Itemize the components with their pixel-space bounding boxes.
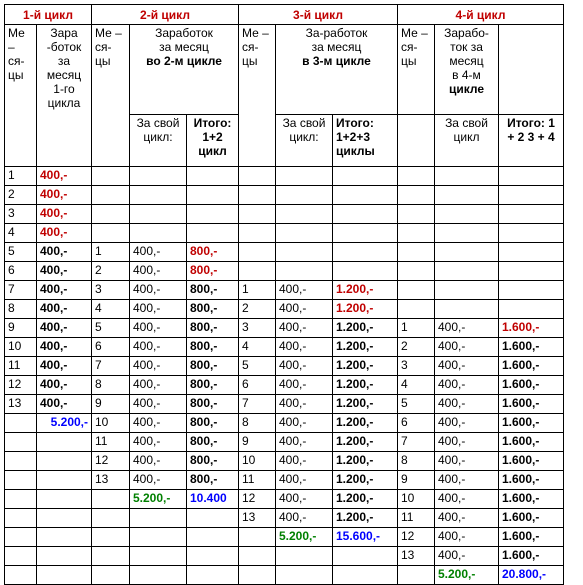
table-cell: 800,- — [187, 433, 239, 452]
table-cell: 400,- — [37, 205, 92, 224]
cycle-3-title: 3-й цикл — [239, 5, 398, 25]
table-cell: 9 — [5, 319, 37, 338]
table-cell: 12 — [92, 452, 130, 471]
table-cell: 800,- — [187, 471, 239, 490]
table-cell: 8 — [5, 300, 37, 319]
table-cell — [435, 281, 499, 300]
table-cell: 1.200,- — [333, 471, 398, 490]
table-cell: 800,- — [187, 319, 239, 338]
table-cell: 9 — [92, 395, 130, 414]
table-cell: 12 — [239, 490, 276, 509]
cycle-header-row — [5, 5, 564, 25]
table-cell — [499, 243, 564, 262]
table-row — [5, 205, 564, 224]
table-cell: 400,- — [37, 167, 92, 186]
table-cell: 800,- — [187, 452, 239, 471]
own-cycle-header-2: За свой цикл: — [130, 115, 187, 167]
table-cell: 400,- — [130, 338, 187, 357]
subheader-row-1 — [5, 25, 564, 115]
table-cell: 800,- — [187, 357, 239, 376]
table-cell: 8 — [398, 452, 435, 471]
table-cell: 11 — [398, 509, 435, 528]
table-cell — [92, 547, 130, 566]
table-cell: 9 — [239, 433, 276, 452]
table-cell: 12 — [398, 528, 435, 547]
cycle-1-title: 1-й цикл — [5, 5, 92, 25]
table-cell — [92, 167, 130, 186]
table-cell — [239, 243, 276, 262]
table-cell: 400,- — [37, 319, 92, 338]
table-cell: 400,- — [276, 433, 333, 452]
table-cell: 400,- — [37, 224, 92, 243]
table-cell: 3 — [398, 357, 435, 376]
table-cell: 4 — [398, 376, 435, 395]
table-cell — [398, 281, 435, 300]
table-cell: 7 — [92, 357, 130, 376]
table-cell: 400,- — [276, 357, 333, 376]
table-cell: 2 — [239, 300, 276, 319]
table-cell: 10.400 — [187, 490, 239, 509]
table-cell: 400,- — [276, 414, 333, 433]
table-cell — [333, 224, 398, 243]
table-cell: 1.600,- — [499, 452, 564, 471]
table-cell — [333, 205, 398, 224]
table-cell — [5, 528, 37, 547]
table-cell — [333, 566, 398, 585]
table-cell — [398, 566, 435, 585]
table-cell: 5.200,- — [276, 528, 333, 547]
table-cell — [187, 547, 239, 566]
table-cell: 400,- — [435, 414, 499, 433]
table-cell: 1.600,- — [499, 471, 564, 490]
table-cell: 6 — [92, 338, 130, 357]
table-cell: 400,- — [37, 300, 92, 319]
table-cell — [130, 224, 187, 243]
table-cell — [276, 566, 333, 585]
table-cell — [37, 566, 92, 585]
table-cell — [92, 224, 130, 243]
table-cell — [5, 471, 37, 490]
months-header-2: Ме – ся- цы — [92, 25, 130, 167]
table-row — [5, 376, 564, 395]
table-cell: 400,- — [130, 243, 187, 262]
table-cell — [499, 205, 564, 224]
table-cell — [398, 205, 435, 224]
table-cell — [499, 167, 564, 186]
table-cell — [333, 167, 398, 186]
table-row — [5, 490, 564, 509]
cycle-2-title: 2-й цикл — [92, 5, 239, 25]
table-cell — [37, 528, 92, 547]
table-cell: 800,- — [187, 414, 239, 433]
table-cell: 4 — [92, 300, 130, 319]
table-cell: 2 — [398, 338, 435, 357]
table-cell: 800,- — [187, 262, 239, 281]
table-cell — [435, 205, 499, 224]
table-cell: 20.800,- — [499, 566, 564, 585]
table-cell — [5, 566, 37, 585]
table-row — [5, 243, 564, 262]
table-row — [5, 528, 564, 547]
table-cell — [239, 205, 276, 224]
table-cell: 400,- — [130, 471, 187, 490]
table-cell: 8 — [92, 376, 130, 395]
table-cell: 5 — [398, 395, 435, 414]
table-cell — [499, 262, 564, 281]
table-cell — [5, 433, 37, 452]
table-cell — [37, 490, 92, 509]
table-cell: 1.200,- — [333, 376, 398, 395]
table-cell: 1 — [239, 281, 276, 300]
table-cell: 800,- — [187, 338, 239, 357]
table-cell: 13 — [398, 547, 435, 566]
table-cell: 400,- — [37, 262, 92, 281]
table-row — [5, 281, 564, 300]
table-cell: 1.600,- — [499, 319, 564, 338]
table-cell — [398, 186, 435, 205]
table-row — [5, 338, 564, 357]
table-cell: 6 — [5, 262, 37, 281]
table-cell: 1.600,- — [499, 433, 564, 452]
table-cell: 400,- — [37, 281, 92, 300]
earnings-header-4: Зарабо- ток за месяц в 4-м цикле — [435, 25, 499, 115]
table-cell — [276, 186, 333, 205]
table-cell: 1 — [92, 243, 130, 262]
table-cell: 3 — [239, 319, 276, 338]
table-cell: 800,- — [187, 376, 239, 395]
table-cell: 1.600,- — [499, 414, 564, 433]
table-cell — [276, 205, 333, 224]
table-cell: 400,- — [130, 262, 187, 281]
table-cell: 1.200,- — [333, 338, 398, 357]
table-cell — [130, 205, 187, 224]
table-row — [5, 167, 564, 186]
table-cell — [435, 224, 499, 243]
table-cell — [276, 224, 333, 243]
table-cell — [239, 186, 276, 205]
table-cell: 1.600,- — [499, 376, 564, 395]
table-cell — [398, 167, 435, 186]
table-cell: 11 — [5, 357, 37, 376]
table-cell: 400,- — [276, 281, 333, 300]
own-cycle-header-3: За свой цикл: — [276, 115, 333, 167]
table-cell: 13 — [92, 471, 130, 490]
table-cell — [333, 262, 398, 281]
table-cell: 400,- — [130, 319, 187, 338]
table-row — [5, 509, 564, 528]
table-cell: 9 — [398, 471, 435, 490]
table-cell: 400,- — [435, 547, 499, 566]
table-cell: 5 — [92, 319, 130, 338]
table-cell: 5 — [239, 357, 276, 376]
total-header-4: Итого: 1 + 2 3 + 4 — [499, 115, 564, 167]
table-cell — [92, 509, 130, 528]
total-header-3: Итого: 1+2+3 циклы — [333, 115, 398, 167]
table-cell: 800,- — [187, 395, 239, 414]
table-cell: 400,- — [276, 509, 333, 528]
table-cell — [187, 509, 239, 528]
table-cell — [239, 224, 276, 243]
cycles-table — [4, 4, 564, 585]
table-row — [5, 395, 564, 414]
table-cell: 13 — [239, 509, 276, 528]
table-cell: 1.200,- — [333, 300, 398, 319]
table-cell: 5 — [5, 243, 37, 262]
table-cell — [435, 262, 499, 281]
table-cell — [499, 186, 564, 205]
table-cell — [130, 167, 187, 186]
table-cell: 3 — [5, 205, 37, 224]
table-cell — [435, 243, 499, 262]
table-cell: 400,- — [130, 395, 187, 414]
table-cell: 400,- — [435, 490, 499, 509]
table-cell: 5.200,- — [37, 414, 92, 433]
table-row — [5, 547, 564, 566]
table-cell — [37, 509, 92, 528]
table-cell: 400,- — [435, 357, 499, 376]
table-cell: 1.200,- — [333, 433, 398, 452]
table-cell — [435, 167, 499, 186]
table-row — [5, 566, 564, 585]
table-cell: 13 — [5, 395, 37, 414]
table-cell: 400,- — [276, 395, 333, 414]
months-header-4: Ме – ся- цы — [398, 25, 435, 115]
table-cell — [276, 243, 333, 262]
table-cell: 400,- — [130, 414, 187, 433]
table-cell: 7 — [5, 281, 37, 300]
own-cycle-header-4: За свой цикл — [435, 115, 499, 167]
table-cell: 400,- — [435, 376, 499, 395]
table-cell: 400,- — [276, 300, 333, 319]
table-cell: 3 — [92, 281, 130, 300]
table-cell — [37, 471, 92, 490]
empty-months-cell-4 — [398, 115, 435, 167]
table-cell: 6 — [239, 376, 276, 395]
table-cell — [5, 414, 37, 433]
table-cell: 400,- — [37, 338, 92, 357]
table-cell — [239, 262, 276, 281]
table-cell: 400,- — [37, 357, 92, 376]
table-cell — [130, 186, 187, 205]
table-cell — [398, 224, 435, 243]
table-cell — [333, 547, 398, 566]
table-cell — [435, 300, 499, 319]
table-cell: 10 — [5, 338, 37, 357]
table-cell: 400,- — [435, 528, 499, 547]
months-header-3: Ме – ся- цы — [239, 25, 276, 167]
table-cell — [5, 490, 37, 509]
table-cell: 1.200,- — [333, 281, 398, 300]
table-cell: 1.200,- — [333, 395, 398, 414]
table-cell: 800,- — [187, 300, 239, 319]
table-cell: 1.600,- — [499, 528, 564, 547]
table-row — [5, 433, 564, 452]
table-cell — [276, 547, 333, 566]
table-cell: 10 — [92, 414, 130, 433]
table-cell — [37, 547, 92, 566]
table-row — [5, 414, 564, 433]
table-cell: 400,- — [276, 338, 333, 357]
table-cell: 1.600,- — [499, 357, 564, 376]
table-cell — [499, 224, 564, 243]
table-cell: 1.200,- — [333, 319, 398, 338]
table-cell: 400,- — [130, 357, 187, 376]
table-cell: 400,- — [276, 471, 333, 490]
table-cell: 400,- — [276, 319, 333, 338]
table-cell: 400,- — [130, 281, 187, 300]
months-header-1: Ме – ся- цы — [5, 25, 37, 167]
table-row — [5, 224, 564, 243]
table-cell: 1.200,- — [333, 357, 398, 376]
table-cell: 400,- — [276, 490, 333, 509]
table-cell — [5, 509, 37, 528]
table-cell: 400,- — [435, 452, 499, 471]
table-cell: 1.600,- — [499, 490, 564, 509]
table-cell — [187, 205, 239, 224]
table-cell — [37, 433, 92, 452]
table-cell — [239, 167, 276, 186]
table-row — [5, 319, 564, 338]
table-cell — [130, 528, 187, 547]
table-cell: 400,- — [130, 300, 187, 319]
table-cell: 10 — [239, 452, 276, 471]
table-cell — [239, 547, 276, 566]
table-cell — [333, 243, 398, 262]
table-row — [5, 186, 564, 205]
table-cell — [187, 224, 239, 243]
table-cell — [398, 243, 435, 262]
table-cell: 1.600,- — [499, 395, 564, 414]
table-row — [5, 300, 564, 319]
table-cell: 400,- — [276, 452, 333, 471]
table-cell — [130, 547, 187, 566]
table-cell: 400,- — [435, 395, 499, 414]
table-row — [5, 452, 564, 471]
table-cell: 1.600,- — [499, 547, 564, 566]
table-cell — [92, 205, 130, 224]
table-cell — [187, 528, 239, 547]
table-cell: 1.200,- — [333, 414, 398, 433]
table-cell: 400,- — [435, 338, 499, 357]
table-cell: 400,- — [37, 395, 92, 414]
table-row — [5, 262, 564, 281]
table-cell — [398, 300, 435, 319]
table-cell — [333, 186, 398, 205]
table-cell — [187, 566, 239, 585]
total-header-2: Итого: 1+2 цикл — [187, 115, 239, 167]
table-cell: 400,- — [130, 452, 187, 471]
table-cell: 400,- — [435, 471, 499, 490]
table-cell — [92, 528, 130, 547]
table-cell — [5, 547, 37, 566]
table-cell: 11 — [239, 471, 276, 490]
table-cell: 7 — [398, 433, 435, 452]
table-cell — [5, 452, 37, 471]
table-cell: 8 — [239, 414, 276, 433]
cycle-4-title: 4-й цикл — [398, 5, 564, 25]
table-cell: 5.200,- — [435, 566, 499, 585]
table-cell: 11 — [92, 433, 130, 452]
table-cell — [130, 509, 187, 528]
table-cell: 400,- — [130, 433, 187, 452]
table-cell: 1.600,- — [499, 338, 564, 357]
earnings-header-2: Заработок за месяц во 2-м цикле — [130, 25, 239, 115]
table-cell — [92, 186, 130, 205]
table-cell: 400,- — [435, 509, 499, 528]
table-cell: 800,- — [187, 243, 239, 262]
table-cell: 2 — [92, 262, 130, 281]
table-cell: 400,- — [435, 433, 499, 452]
table-cell: 1.200,- — [333, 490, 398, 509]
table-cell: 10 — [398, 490, 435, 509]
table-cell — [239, 528, 276, 547]
table-cell — [239, 566, 276, 585]
table-cell: 1.200,- — [333, 509, 398, 528]
table-cell: 5.200,- — [130, 490, 187, 509]
empty-header-cell — [499, 25, 564, 115]
table-cell — [130, 566, 187, 585]
table-cell — [187, 186, 239, 205]
table-row — [5, 471, 564, 490]
table-cell — [499, 300, 564, 319]
table-cell: 400,- — [435, 319, 499, 338]
table-cell: 400,- — [276, 376, 333, 395]
table-cell — [276, 262, 333, 281]
table-cell — [398, 262, 435, 281]
earnings-header-1: Зара -боток за месяц 1-го цикла — [37, 25, 92, 167]
table-cell: 400,- — [37, 186, 92, 205]
table-cell — [37, 452, 92, 471]
table-cell — [276, 167, 333, 186]
table-cell: 15.600,- — [333, 528, 398, 547]
table-cell: 1.200,- — [333, 452, 398, 471]
table-cell: 4 — [239, 338, 276, 357]
table-cell: 1 — [398, 319, 435, 338]
table-row — [5, 357, 564, 376]
table-cell: 12 — [5, 376, 37, 395]
table-cell — [92, 566, 130, 585]
table-cell: 2 — [5, 186, 37, 205]
table-cell: 400,- — [130, 376, 187, 395]
table-cell — [187, 167, 239, 186]
table-cell: 4 — [5, 224, 37, 243]
table-cell: 400,- — [37, 376, 92, 395]
table-cell: 1 — [5, 167, 37, 186]
earnings-header-3: За-работок за месяц в 3-м цикле — [276, 25, 398, 115]
table-cell: 400,- — [37, 243, 92, 262]
table-cell — [499, 281, 564, 300]
table-cell: 7 — [239, 395, 276, 414]
table-cell: 6 — [398, 414, 435, 433]
table-cell: 1.600,- — [499, 509, 564, 528]
table-cell — [435, 186, 499, 205]
table-cell — [92, 490, 130, 509]
table-cell: 800,- — [187, 281, 239, 300]
